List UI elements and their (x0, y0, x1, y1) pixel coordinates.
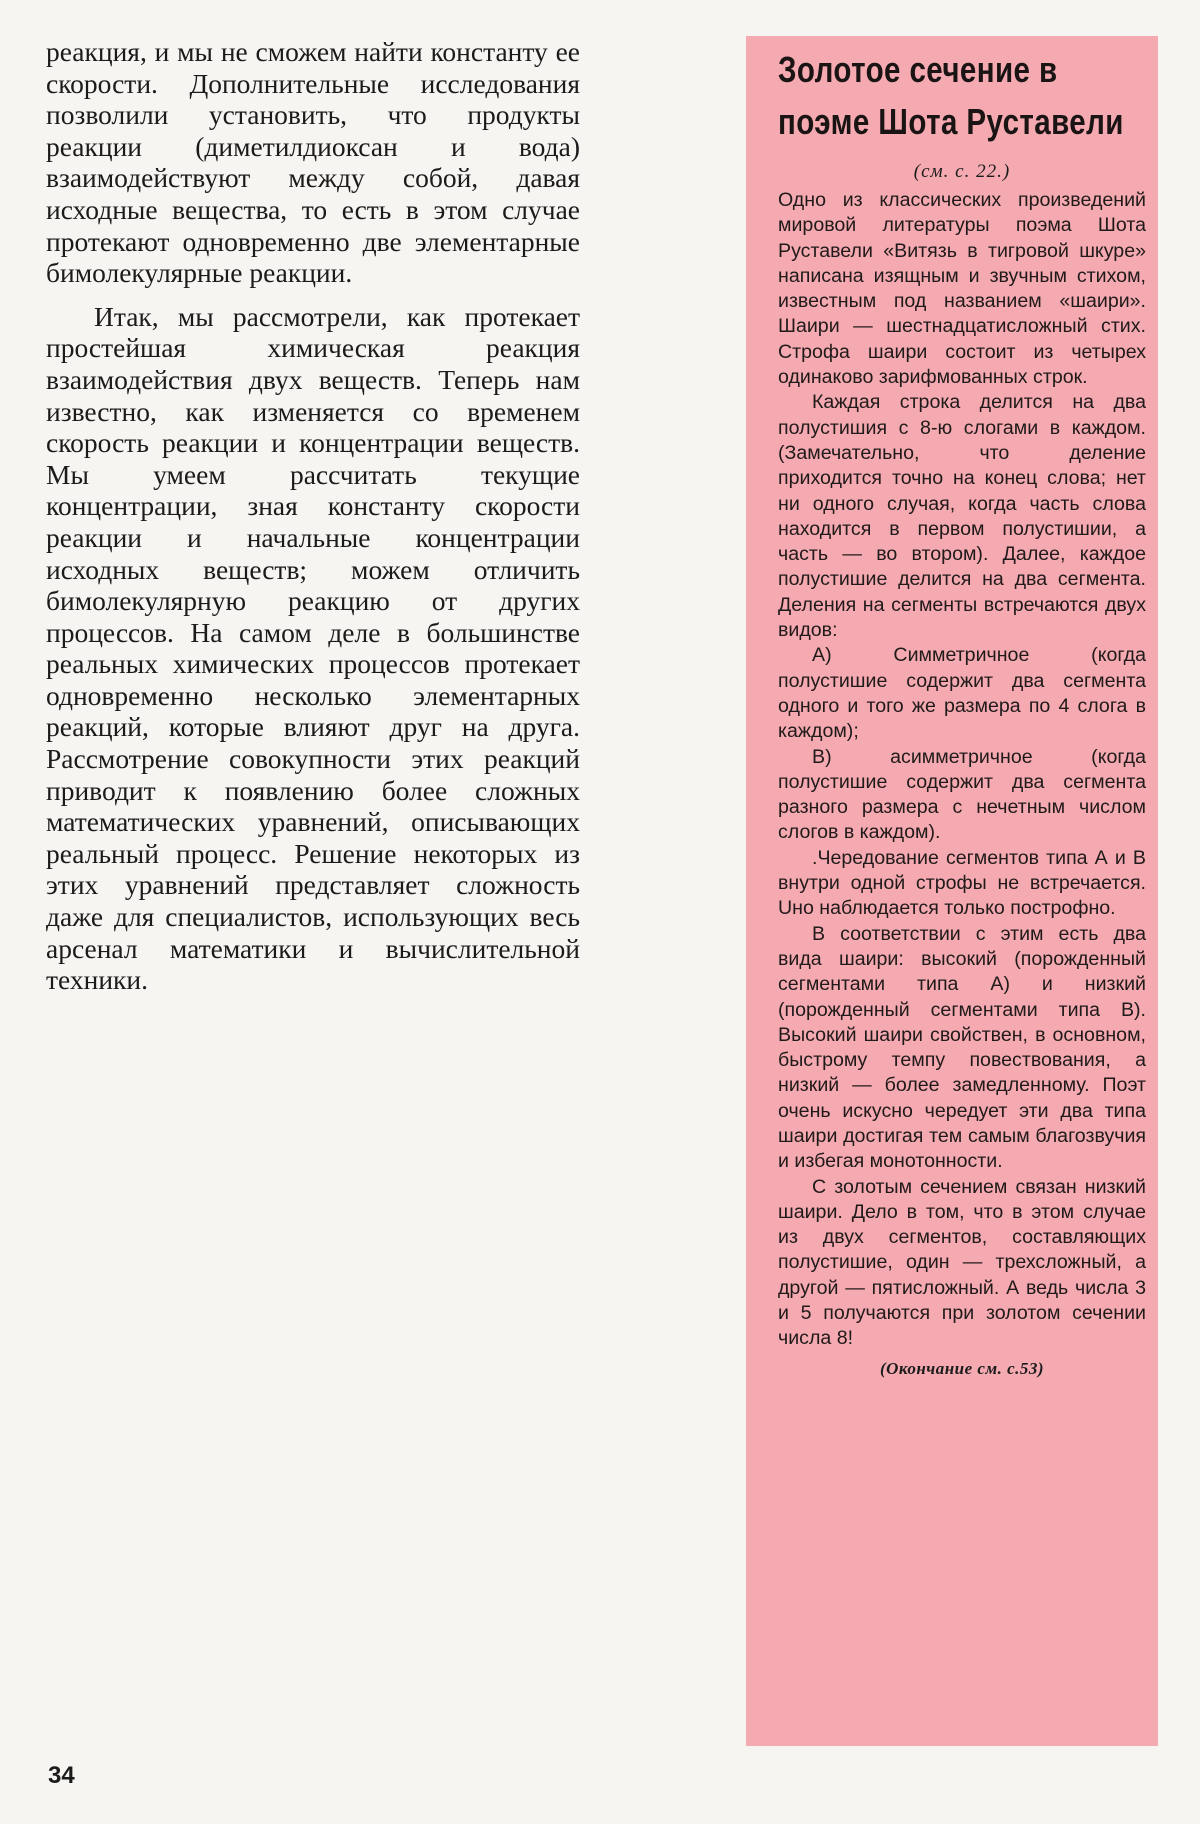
sidebar-paragraph-6: В соответствии с этим есть два вида шаири: высокий (порожденный сегментами типа А) и низкий (порожденный сегментами типа В). Высокий шаири свойствен, в основном, быстрому темпу повествования, а низкий — более замедленному. Поэт очень искусно чередует эти два типа шаири достигая тем самым благозвучия и избегая монотонности. (778, 922, 1146, 1173)
sidebar-box-golden-ratio (746, 36, 1158, 1746)
sidebar-paragraph-7: С золотым сечением связан низкий шаири. Дело в том, что в этом случае из двух сегментов, составляющих полустишие, один — трехсложный, а другой — пятисложный. А ведь числа 3 и 5 получаются при золотом сечении числа 8! (778, 1175, 1146, 1350)
sidebar-continuation-note: (Окончание см. с.53) (879, 1358, 1045, 1378)
sidebar-paragraph-4: В) асимметричное (когда полустишие содержит два сегмента разного размера с нечетным числом слогов в каждом). (778, 745, 1146, 844)
sidebar-body (778, 188, 1146, 1352)
sidebar-page-reference: (см. с. 22.) (913, 161, 1011, 182)
main-paragraph-2: Итак, мы рассмотрели, как протекает простейшая химическая реакция взаимодействия двух веществ. Теперь нам известно, как изменяется со временем скорость реакции и концентрации веществ. Мы умеем рассчитать текущие концентрации, зная константу скорости реакции и начальные концентрации исходных веществ; можем отличить бимолекулярную реакцию от других процессов. На самом деле в большинстве реальных химических процессов протекает одновременно несколько элементарных реакций, которые влияют друг на друга. Рассмотрение совокупности этих реакций приводит к появлению более сложных математических уравнений, описывающих реальный процесс. Решение некоторых из этих уравнений представляет сложность даже для специалистов, использующих весь арсенал математики и вычислительной техники. (46, 300, 580, 996)
page-number: 34 (48, 1762, 75, 1789)
main-paragraph-1: реакция, и мы не сможем найти константу ее скорости. Дополнительные исследования позволили установить, что продукты реакции (диметилдиоксан и вода) взаимодействуют между собой, давая исходные вещества, то есть в этом случае протекают одновременно две элементарные бимолекулярные реакции. (46, 36, 580, 289)
sidebar-paragraph-1: Одно из классических произведений мировой литературы поэма Шота Руставели «Витязь в тигровой шкуре» написана изящным и звучным стихом, известным под названием «шаири». Шаири — шестнадцатисложный стих. Строфа шаири состоит из четырех одинаково зарифмованных строк. (778, 189, 1146, 389)
main-article-column (46, 36, 580, 996)
sidebar-paragraph-5: .Чередование сегментов типа А и В внутри одной строфы не встречается. Uно наблюдается только построфно. (778, 846, 1146, 920)
sidebar-title: Золотое сечение в поэме Шота Руставели (778, 49, 1124, 142)
sidebar-paragraph-2: Каждая строка делится на два полустишия с 8-ю слогами в каждом. (Замечательно, что деление приходится точно на конец слова; нет ни одного случая, когда часть слова находится в первом полустишии, а часть — во втором). Далее, каждое полустишие делится на два сегмента. Деления на сегменты встречаются двух видов: (778, 391, 1146, 642)
sidebar-paragraph-3: А) Симметричное (когда полустишие содержит два сегмента одного и того же размера по 4 слога в каждом); (778, 644, 1146, 743)
